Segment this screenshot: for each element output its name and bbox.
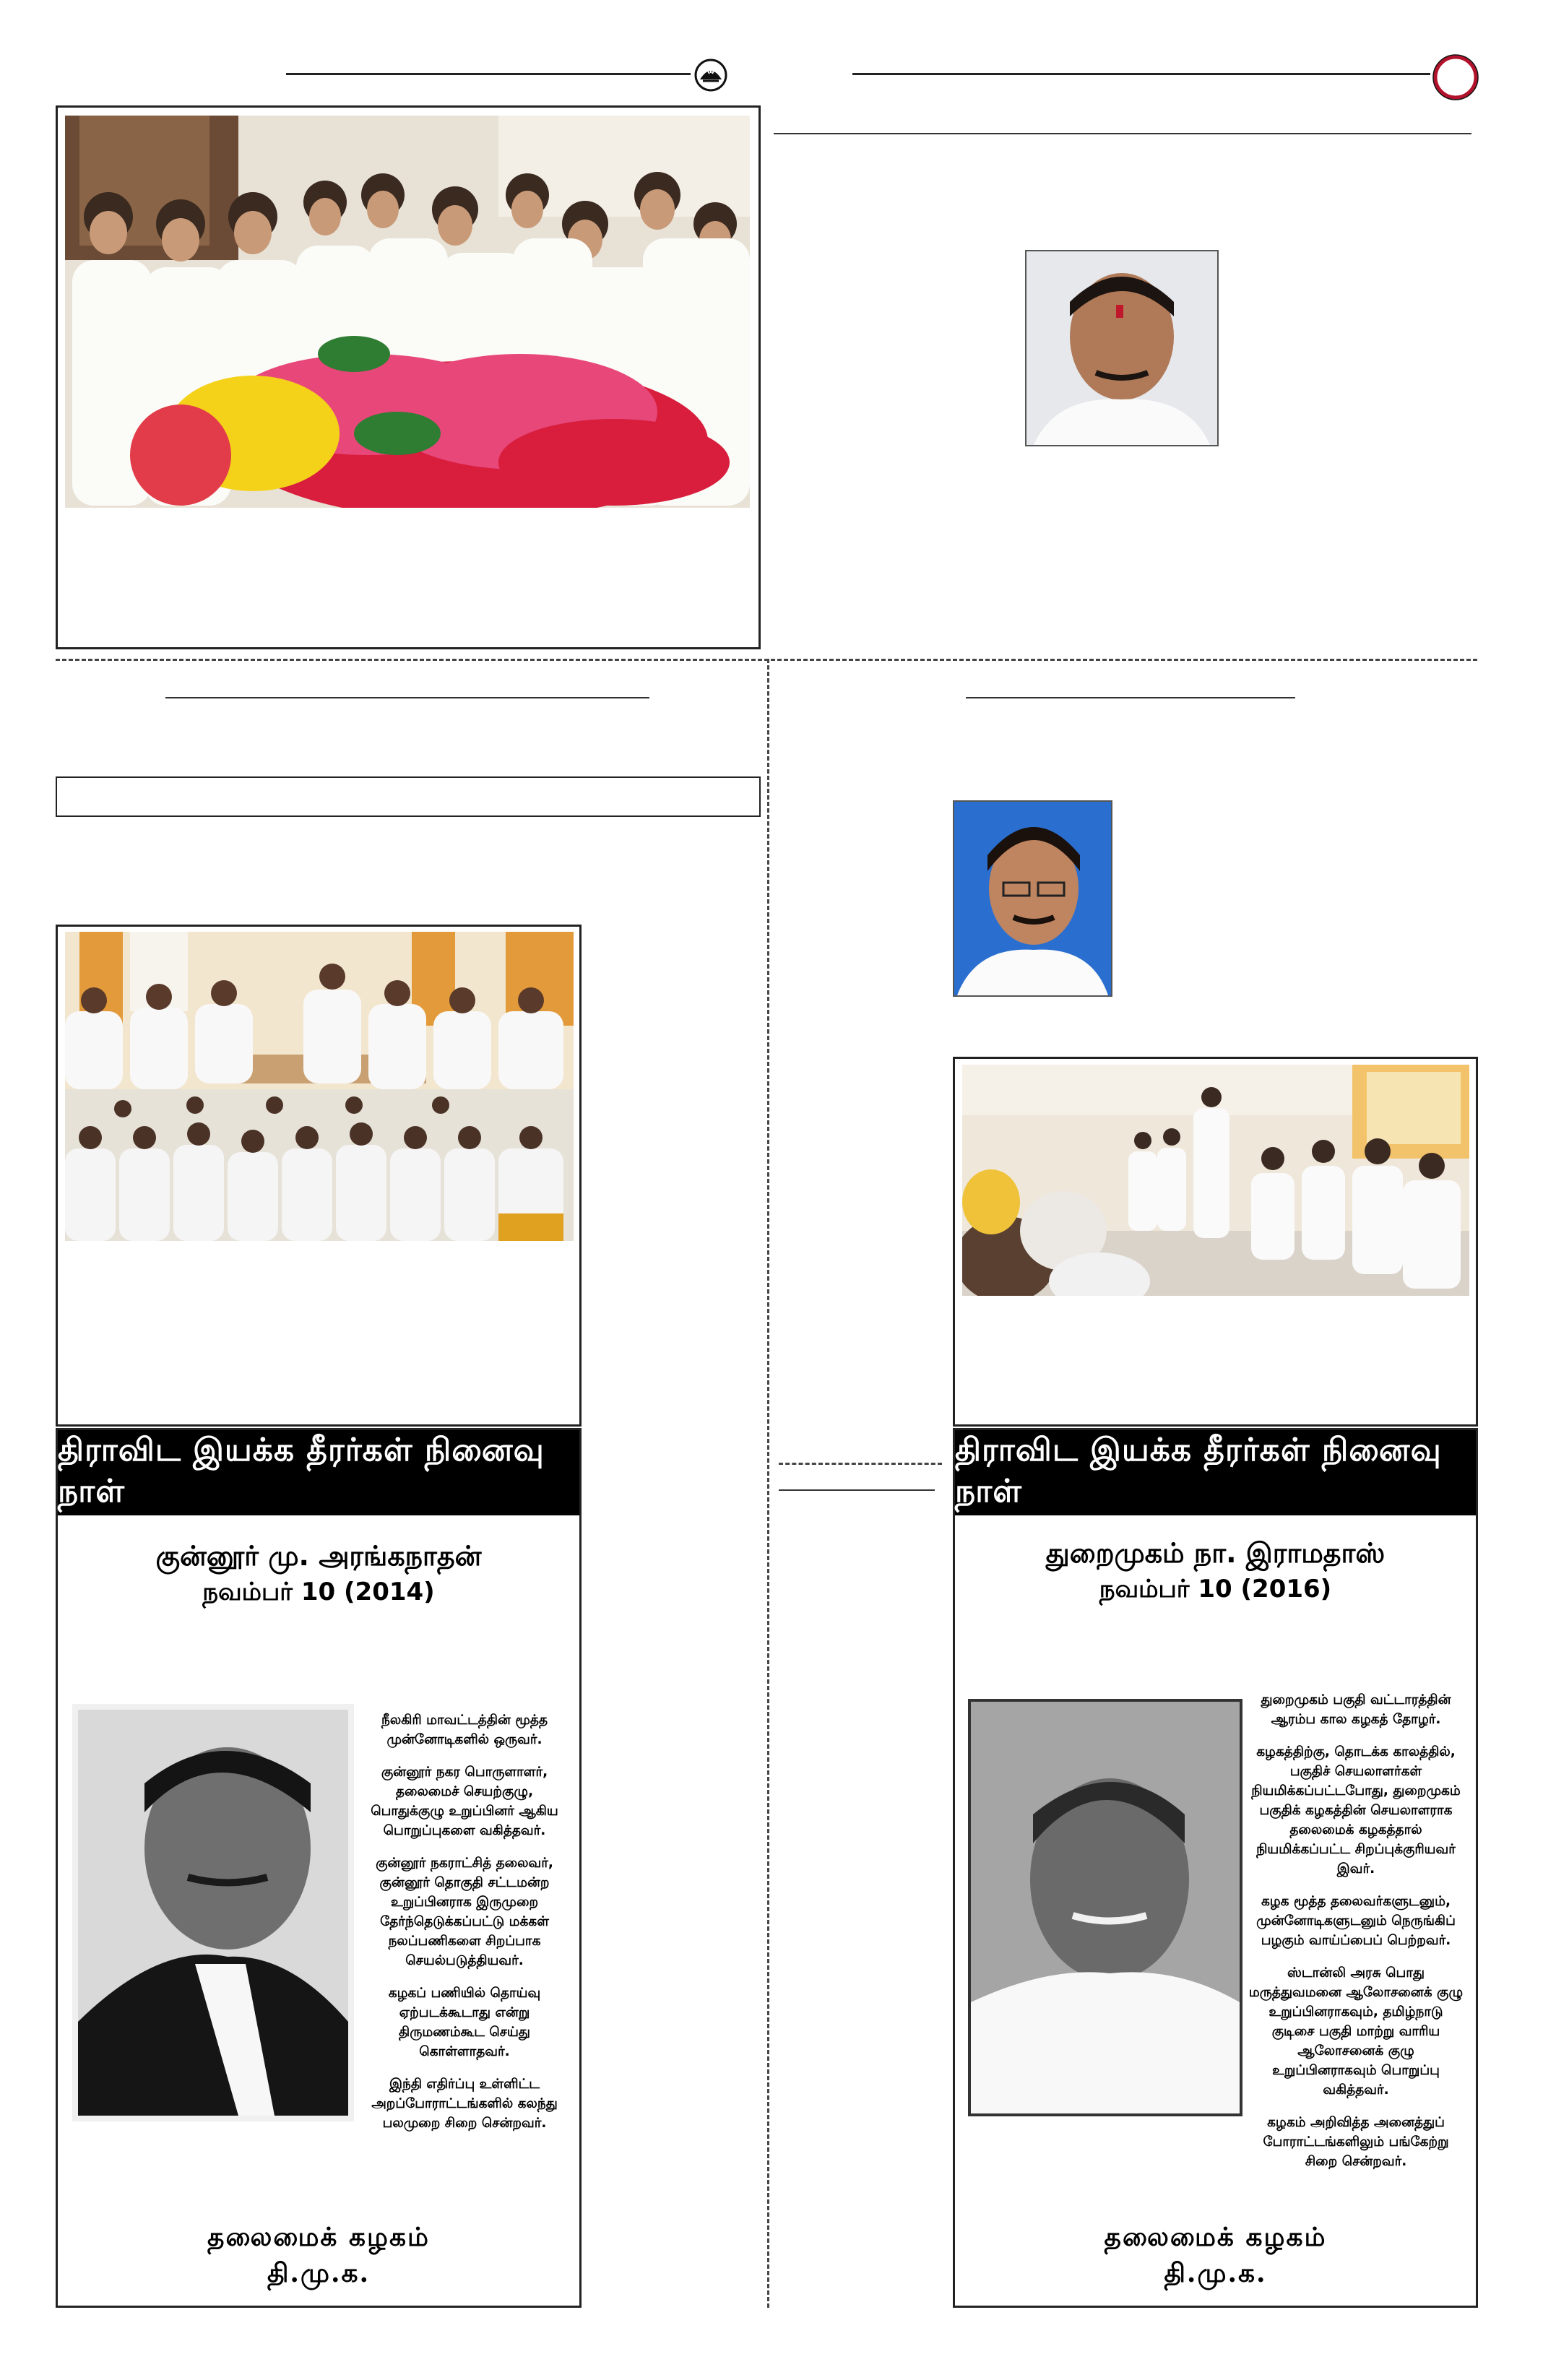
portrait-photo-top-right xyxy=(1025,250,1219,446)
bio-paragraph: துறைமுகம் பகுதி வட்டாரத்தின் ஆரம்ப கால கழகத் தோழர். xyxy=(1261,1692,1451,1727)
memorial-date-right: நவம்பர் 10 (2016) xyxy=(1099,1575,1332,1604)
headline-rule-mid-right xyxy=(966,697,1295,698)
memorial-banner-left: திராவிட இயக்க தீரர்கள் நினைவு நாள் xyxy=(58,1430,579,1515)
bio-paragraph: குன்னூர் நகராட்சித் தலைவர், குன்னூர் தொகுதி சட்டமன்ற உறுப்பினராக இருமுறை தேர்ந்தெடுக்கப்பட்டு மக்கள் நலப்பணிகளை சிறப்பாக செயல்படுத்தியவர். xyxy=(376,1856,553,1968)
memorial-name-right: துறைமுகம் நா. இராமதாஸ் xyxy=(1045,1537,1386,1569)
section-rule-top-right xyxy=(774,133,1471,134)
rising-sun-emblem-icon xyxy=(693,58,728,92)
bio-paragraph: கழகப் பணியில் தொய்வு ஏற்படக்கூடாது என்று திருமணம்கூட செய்து கொள்ளாதவர். xyxy=(388,1986,541,2059)
bio-paragraph: இந்தி எதிர்ப்பு உள்ளிட்ட அறப்போராட்டங்களில் கலந்து பலமுறை சிறை சென்றவர். xyxy=(371,2077,558,2131)
floral-tribute-photo xyxy=(65,116,750,508)
column-divider-dashed xyxy=(767,659,769,2308)
meeting-photo-left xyxy=(65,932,574,1241)
small-headline-rule xyxy=(779,1489,935,1491)
memorial-name-left: குன்னூர் மு. அரங்கநாதன் xyxy=(155,1540,482,1572)
meeting-photo-right xyxy=(962,1065,1469,1296)
bio-paragraph: ஸ்டான்லி அரசு பொது மருத்துவமனை ஆலோசனைக் குழு உறுப்பினராகவும், தமிழ்நாடு குடிசை பகுதி மாற்று வாரிய ஆலோசனைக் குழு உறுப்பினராகவும் பொறுப்பு வகித்தவர். xyxy=(1248,1965,1464,2098)
bio-paragraph: கழகம் அறிவித்த அனைத்துப் போராட்டங்களிலும் பங்கேற்று சிறை சென்றவர். xyxy=(1263,2115,1449,2169)
memorial-bio-right xyxy=(1248,1690,1464,2184)
highlight-strip-box xyxy=(56,776,761,817)
memorial-footer-org-left: தலைமைக் கழகம் xyxy=(207,2222,430,2252)
masthead-rule-right xyxy=(852,73,1430,75)
bio-paragraph: கழகத்திற்கு, தொடக்க காலத்தில், பகுதிச் செயலாளர்கள் நியமிக்கப்பட்டபோது, துறைமுகம் பகுதிக் கழகத்தின் செயலாளராக தலைமைக் கழகத்தால் நியமிக்கப்பட்ட சிறப்புக்குரியவர் இவர். xyxy=(1251,1744,1461,1877)
memorial-date-left: நவம்பர் 10 (2014) xyxy=(202,1578,435,1606)
small-dashed-rule xyxy=(779,1463,942,1465)
memorial-footer-party-left: தி.மு.க. xyxy=(267,2258,371,2288)
bio-paragraph: நீலகிரி மாவட்டத்தின் மூத்த முன்னோடிகளில் ஒருவர். xyxy=(381,1713,548,1747)
headline-rule-mid-left xyxy=(165,697,649,698)
memorial-portrait-left xyxy=(72,1704,354,2121)
memorial-portrait-right xyxy=(968,1699,1242,2116)
memorial-footer-party-right: தி.மு.க. xyxy=(1164,2258,1267,2288)
page-circle-icon xyxy=(1432,53,1479,101)
memorial-banner-right: திராவிட இயக்க தீரர்கள் நினைவு நாள் xyxy=(955,1430,1476,1515)
section-divider-dashed xyxy=(56,659,1477,661)
bio-paragraph: குன்னூர் நகர பொருளாளர், தலைமைச் செயற்குழு, பொதுக்குழு உறுப்பினர் ஆகிய பொறுப்புகளை வகித்தவர். xyxy=(371,1765,558,1838)
portrait-photo-mid-right xyxy=(953,800,1112,997)
memorial-footer-org-right: தலைமைக் கழகம் xyxy=(1104,2222,1327,2252)
bio-paragraph: கழக மூத்த தலைவர்களுடனும், முன்னோடிகளுடனும் நெருங்கிப் பழகும் வாய்ப்பைப் பெற்றவர். xyxy=(1256,1894,1456,1948)
masthead-rule-left xyxy=(286,73,691,75)
memorial-bio-left xyxy=(359,1710,570,2146)
